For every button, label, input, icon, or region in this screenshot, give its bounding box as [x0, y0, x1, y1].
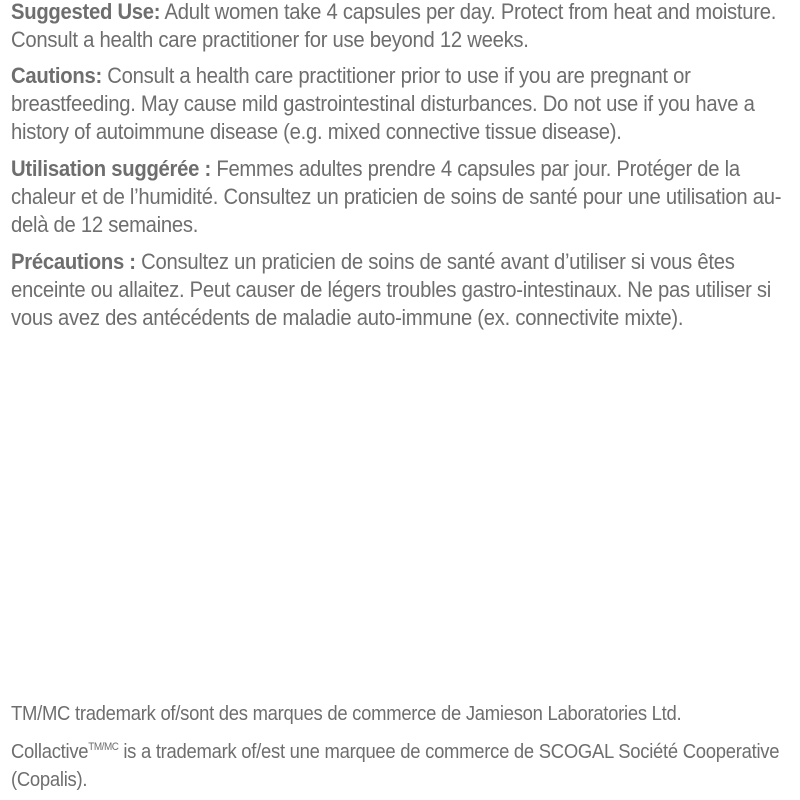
- collactive-name: Collactive: [11, 740, 89, 763]
- precautions-section: [11, 248, 796, 332]
- precautions-heading: Précautions :: [11, 249, 136, 274]
- utilisation-paragraph: [11, 155, 796, 239]
- suggested-use-section: [11, 0, 796, 54]
- utilisation-heading: Utilisation suggérée :: [11, 156, 211, 181]
- utilisation-text: Femmes adultes prendre 4 capsules par jour. Protéger de la chaleur et de l’humidité. Consultez un praticien de soins de santé pour une utilisation au-delà de 12 semaines.: [11, 156, 782, 237]
- cautions-section: [11, 62, 796, 146]
- cautions-heading: Cautions:: [11, 63, 102, 88]
- suggested-use-text: Adult women take 4 capsules per day. Protect from heat and moisture. Consult a health care practitioner for use beyond 12 weeks.: [11, 0, 777, 52]
- collactive-paragraph: [11, 738, 796, 794]
- collactive-trademark-notice: [11, 738, 796, 794]
- trademark-superscript: TM/MC: [88, 741, 119, 753]
- precautions-paragraph: [11, 248, 796, 332]
- trademark-notice: [11, 700, 796, 728]
- collactive-text: is a trademark of/est une marquee de commerce de SCOGAL Société Cooperative (Copalis).: [11, 740, 780, 791]
- utilisation-section: [11, 155, 796, 239]
- trademark-line: TM/MC trademark of/sont des marques de commerce de Jamieson Laboratories Ltd.: [11, 702, 682, 725]
- cautions-paragraph: [11, 62, 796, 146]
- suggested-use-paragraph: [11, 0, 796, 54]
- cautions-text: Consult a health care practitioner prior to use if you are pregnant or breastfeeding. May cause mild gastrointestinal disturbances. Do not use if you have a history of autoimmune disease (e.g. mixed connective tissue disease).: [11, 63, 755, 144]
- precautions-text: Consultez un praticien de soins de santé avant d’utiliser si vous êtes enceinte ou allaitez. Peut causer de légers troubles gastro-intestinaux. Ne pas utiliser si vous avez des antécédents de maladie auto-immune (ex. connectivite mixte).: [11, 249, 771, 330]
- suggested-use-heading: Suggested Use:: [11, 0, 161, 24]
